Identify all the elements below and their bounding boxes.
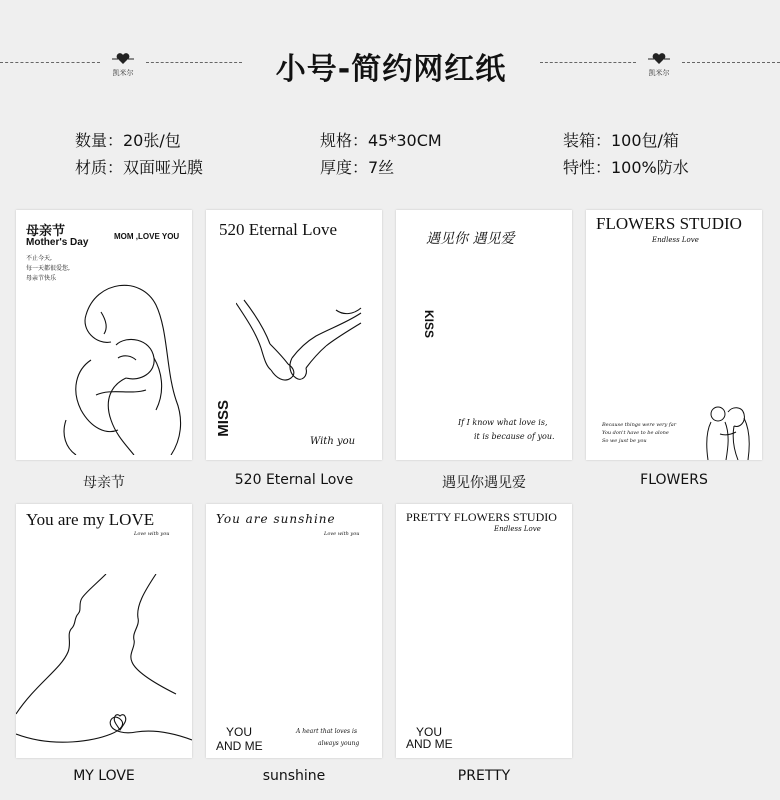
card-title: PRETTY FLOWERS STUDIO bbox=[406, 510, 557, 524]
divider-right bbox=[682, 62, 780, 63]
spec-packing: 装箱：100包/箱 bbox=[563, 131, 679, 150]
two-faces-line-illustration bbox=[16, 574, 192, 758]
spec-material: 材质：双面哑光膜 bbox=[75, 158, 204, 177]
card-caption: FLOWERS bbox=[640, 472, 708, 488]
card-title: You are my LOVE bbox=[26, 510, 155, 529]
heart-logo-icon bbox=[100, 52, 146, 66]
card-title: You are sunshine bbox=[216, 512, 336, 526]
card-line: 每一天都很爱您, bbox=[26, 265, 70, 272]
product-card-my-love[interactable] bbox=[16, 504, 192, 758]
card-caption: PRETTY bbox=[457, 768, 511, 784]
brand-logo-right bbox=[636, 52, 682, 78]
spec-quantity: 数量：20张/包 bbox=[75, 131, 181, 150]
card-subtitle: Endless Love bbox=[494, 525, 541, 533]
card-title: 520 Eternal Love bbox=[219, 220, 338, 239]
product-card-pretty[interactable] bbox=[396, 504, 572, 758]
card-tag: MOM ,LOVE YOU bbox=[114, 232, 180, 241]
card-title-cn: 母亲节 bbox=[26, 224, 66, 239]
card-caption: 母亲节 bbox=[83, 475, 125, 491]
card-title: 遇见你 遇见爱 bbox=[426, 231, 515, 247]
mother-child-illustration bbox=[56, 270, 186, 455]
card-and-me: AND ME bbox=[406, 737, 453, 751]
card-title: FLOWERS STUDIO bbox=[596, 214, 742, 233]
product-card-meet-love[interactable] bbox=[396, 210, 572, 460]
card-caption: 遇见你遇见爱 bbox=[442, 475, 526, 491]
card-caption: 520 Eternal Love bbox=[234, 472, 354, 488]
spec-thickness: 厚度：7丝 bbox=[320, 158, 395, 177]
product-card-eternal-love[interactable] bbox=[206, 210, 382, 460]
card-subtitle: Love with you bbox=[324, 531, 360, 537]
card-title-en: Mother's Day bbox=[26, 237, 89, 248]
brand-name: 凯米尔 bbox=[112, 69, 134, 77]
card-line: Because things were very far bbox=[602, 422, 677, 428]
spec-size: 规格：45*30CM bbox=[320, 131, 442, 150]
card-caption: sunshine bbox=[262, 768, 326, 784]
card-subtitle: Endless Love bbox=[652, 236, 699, 244]
product-card-flowers[interactable] bbox=[586, 210, 762, 460]
card-you: YOU bbox=[226, 725, 253, 739]
card-line: You don't have to be alone bbox=[602, 430, 669, 436]
divider-right-inner bbox=[540, 62, 636, 63]
card-quote: it is because of you. bbox=[474, 432, 555, 441]
card-line: So we just be you bbox=[602, 438, 647, 444]
divider-left bbox=[0, 62, 100, 63]
card-footer: With you bbox=[310, 436, 356, 447]
card-note: always young bbox=[318, 740, 360, 747]
card-quote: If I know what love is, bbox=[458, 418, 548, 427]
spec-feature: 特性：100%防水 bbox=[563, 158, 689, 177]
card-line: 母亲节快乐 bbox=[26, 275, 57, 282]
card-you: YOU bbox=[416, 725, 443, 739]
card-note: A heart that loves is bbox=[296, 728, 358, 735]
brand-logo-left bbox=[100, 52, 146, 78]
brand-name: 凯米尔 bbox=[648, 69, 670, 77]
card-side-text: KISS bbox=[422, 310, 436, 339]
card-and-me: AND ME bbox=[216, 739, 263, 753]
product-card-mothers-day[interactable] bbox=[16, 210, 192, 460]
divider-left-inner bbox=[146, 62, 242, 63]
heart-logo-icon bbox=[636, 52, 682, 66]
header bbox=[0, 0, 780, 110]
couple-illustration bbox=[698, 404, 758, 460]
card-caption: MY LOVE bbox=[73, 768, 135, 784]
product-card-sunshine[interactable] bbox=[206, 504, 382, 758]
card-line: 不止今天, bbox=[26, 255, 52, 262]
page-title: 小号-简约网红纸 bbox=[275, 52, 507, 87]
card-side-text: MISS bbox=[215, 400, 232, 437]
holding-hands-illustration bbox=[236, 298, 366, 398]
card-subtitle: Love with you bbox=[134, 531, 170, 537]
